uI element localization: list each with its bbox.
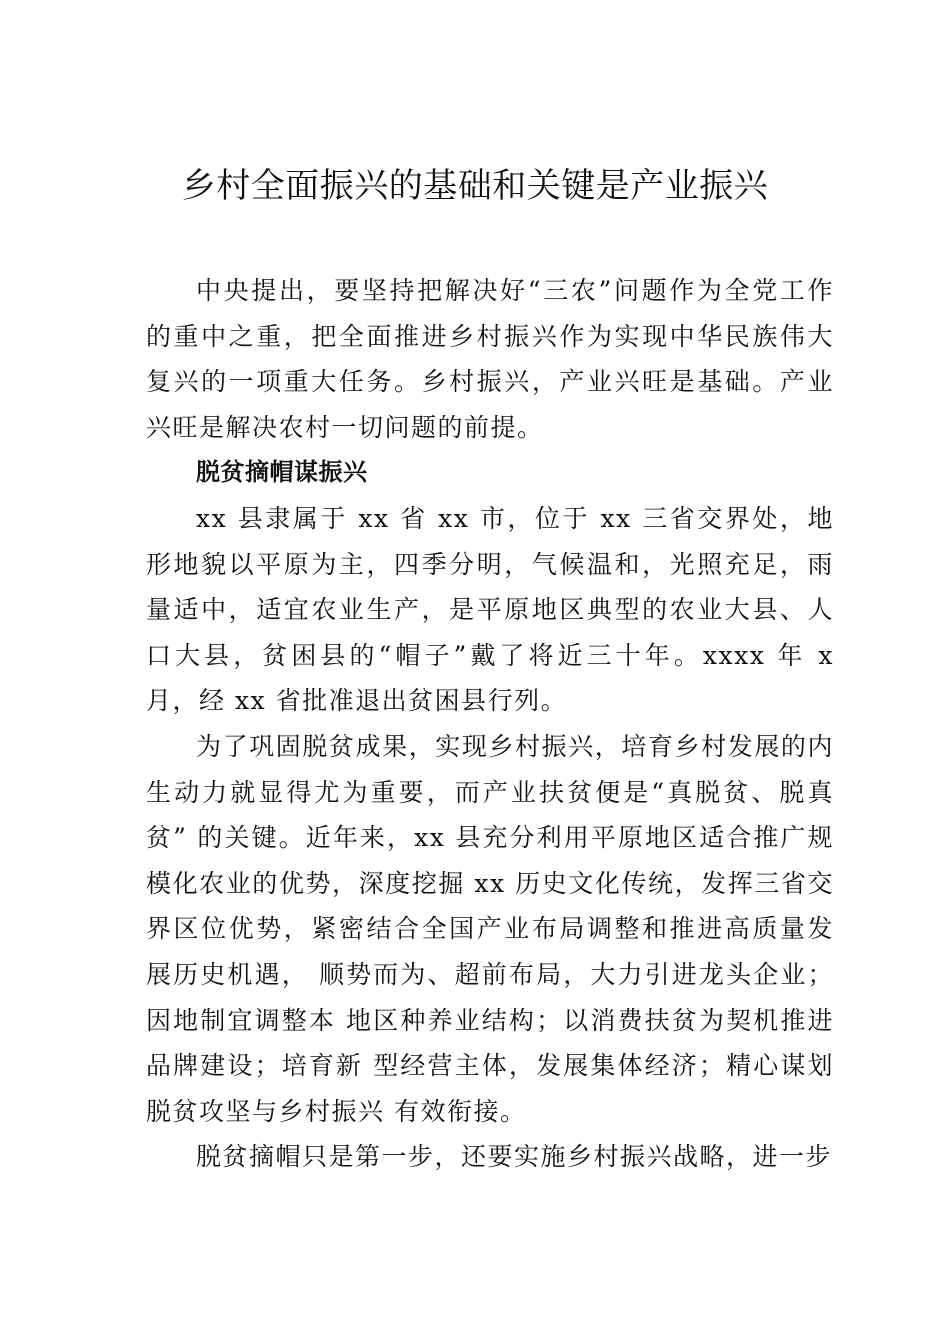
document-body: [146, 268, 834, 1180]
paragraph-intro: 中央提出，要坚持把解决好“三农”问题作为全党工作的重中之重，把全面推进乡村振兴作为实现中华民族伟大复兴的一项重大任务。乡村振兴，产业兴旺是基础。产业兴旺是解决农村一切问题的前提。: [146, 276, 834, 442]
section-heading: 脱贫摘帽谋振兴: [196, 458, 368, 487]
paragraph-county-overview: xx 县隶属于 xx 省 xx 市，位于 xx 三省交界处，地形地貌以平原为主，四季分明，气候温和，光照充足，雨量适中，适宜农业生产，是平原地区典型的农业大县、人口大县，贫困县的“帽子”戴了将近三十年。xxxx 年 x 月，经 xx 省批准退出贫困县行列。: [146, 503, 834, 716]
paragraph-industry-development: 为了巩固脱贫成果，实现乡村振兴，培育乡村发展的内生动力就显得尤为重要，而产业扶贫便是“真脱贫、脱真贫” 的关键。近年来，xx 县充分利用平原地区适合推广规模化农业的优势，深度挖掘 xx 历史文化传统，发挥三省交界区位优势，紧密结合全国产业布局调整和推进高质量发展历史机遇， 顺势而为、超前布局，大力引进龙头企业；因地制宜调整本 地区种养业结构；以消费扶贫为契机推进品牌建设；培育新 型经营主体，发展集体经济；精心谋划脱贫攻坚与乡村振兴 有效衔接。: [146, 731, 834, 1126]
document-title: 乡村全面振兴的基础和关键是产业振兴: [181, 166, 769, 206]
paragraph-next-step: 脱贫摘帽只是第一步，还要实施乡村振兴战略，进一步: [196, 1142, 833, 1172]
